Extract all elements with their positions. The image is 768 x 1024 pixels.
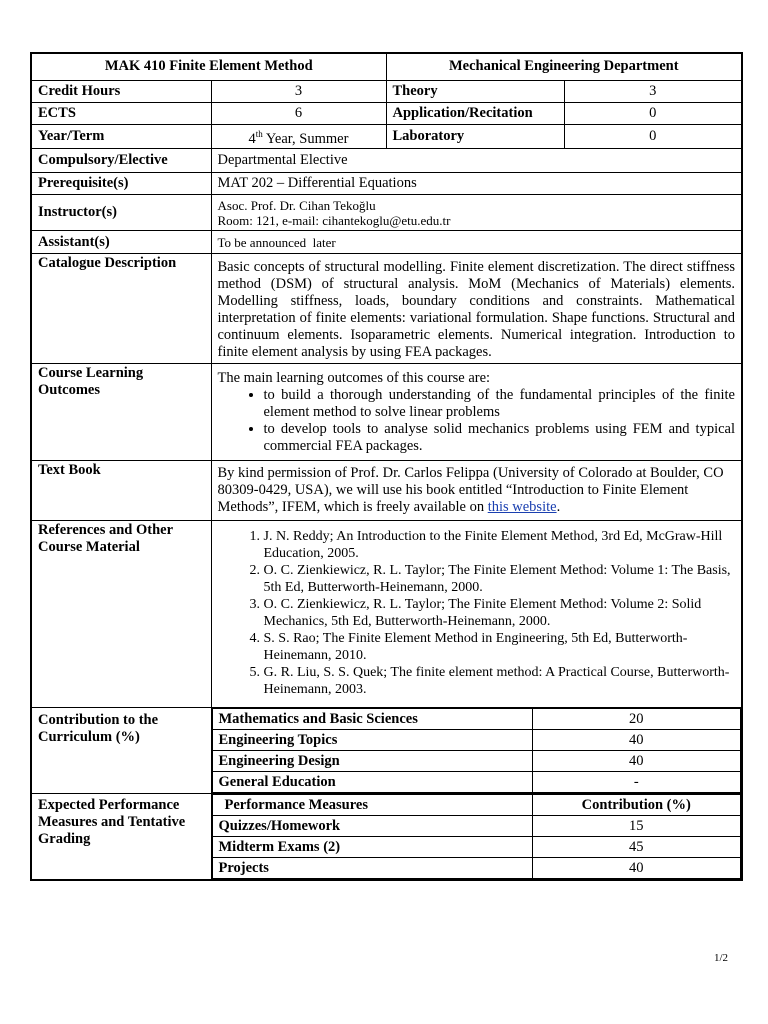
course-info-table [30, 52, 743, 881]
reference-item: 4. S. S. Rao; The Finite Element Method in Engineering, 5th Ed, Butterworth-Heinemann, 2010. [264, 630, 736, 664]
contribution-name: Mathematics and Basic Sciences [212, 709, 532, 730]
application-label: Application/Recitation [386, 102, 564, 124]
instructor-value [211, 195, 742, 231]
contribution-value: 40 [532, 751, 741, 772]
prerequisite-value: MAT 202 – Differential Equations [211, 173, 742, 195]
contribution-table [212, 708, 742, 793]
catalogue-description: Basic concepts of structural modelling. Finite element discretization. The direct stiffness method (DSM) of structural analysis. MoM (Mechanics of Materials) elements. Modelling stiffness, loads, boundary conditions and constraints. Mathematical interpretation of finite elements: variational formulation. Shape functions. Structural and continuum elements. Isoparametric elements. Numerical integration. Introduction to finite element analysis by using FEA packages. [211, 254, 742, 364]
laboratory-label: Laboratory [386, 124, 564, 149]
outcomes-content [211, 364, 742, 461]
textbook-link[interactable]: this website [487, 499, 557, 516]
grading-name: Midterm Exams (2) [212, 837, 532, 858]
grading-table [212, 794, 742, 879]
course-title: MAK 410 Finite Element Method [31, 53, 386, 80]
contribution-value: 40 [532, 730, 741, 751]
theory-label: Theory [386, 80, 564, 102]
assistant-label: Assistant(s) [31, 231, 211, 254]
grading-value: 15 [532, 816, 741, 837]
references-content [211, 521, 742, 708]
contribution-value: - [532, 772, 741, 793]
reference-item: 1. J. N. Reddy; An Introduction to the Finite Element Method, 3rd Ed, McGraw-Hill Education, 2005. [264, 528, 736, 562]
references-list [218, 528, 736, 698]
year-ordinal-suffix: th [255, 128, 263, 139]
textbook-text: By kind permission of Prof. Dr. Carlos Felippa (University of Colorado at Boulder, CO 80309-0429, USA), we will use his book entitled “Introduction to Finite Element Methods”, IFEM, which is freely available on [217, 465, 724, 516]
catalogue-label: Catalogue Description [31, 254, 211, 364]
grading-header-measures: Performance Measures [212, 795, 532, 816]
credit-hours-label: Credit Hours [31, 80, 211, 102]
contribution-name: Engineering Design [212, 751, 532, 772]
outcome-item: • to build a thorough understanding of the fundamental principles of the finite element method to solve linear problems [264, 387, 736, 421]
outcomes-label: Course Learning Outcomes [31, 364, 211, 461]
prerequisite-label: Prerequisite(s) [31, 173, 211, 195]
outcomes-intro: The main learning outcomes of this course are: [217, 370, 491, 387]
grading-value: 45 [532, 837, 741, 858]
contribution-name: General Education [212, 772, 532, 793]
compulsory-label: Compulsory/Elective [31, 149, 211, 173]
ects-label: ECTS [31, 102, 211, 124]
references-label: References and Other Course Material [31, 521, 211, 708]
year-term-value [211, 124, 386, 149]
credit-hours-value: 3 [211, 80, 386, 102]
grading-label: Expected Performance Measures and Tentative Grading [31, 794, 211, 881]
textbook-content [211, 461, 742, 521]
assistant-value: To be announced later [211, 231, 742, 254]
grading-header-contribution: Contribution (%) [532, 795, 741, 816]
reference-item: 3. O. C. Zienkiewicz, R. L. Taylor; The Finite Element Method: Volume 2: Solid Mechanics, 5th Ed, Butterworth-Heinemann, 2000. [264, 596, 736, 630]
textbook-end: . [556, 499, 561, 516]
contribution-label: Contribution to the Curriculum (%) [31, 708, 211, 794]
page-number: 1/2 [714, 952, 729, 964]
textbook-label: Text Book [31, 461, 211, 521]
contribution-name: Engineering Topics [212, 730, 532, 751]
outcome-item: • to develop tools to analyse solid mechanics problems using FEM and typical commercial FEA packages. [264, 421, 736, 455]
department: Mechanical Engineering Department [386, 53, 742, 80]
laboratory-value: 0 [564, 124, 742, 149]
year-term-rest: Year, Summer [262, 130, 349, 147]
theory-value: 3 [564, 80, 742, 102]
reference-item: 2. O. C. Zienkiewicz, R. L. Taylor; The Finite Element Method: Volume 1: The Basis, 5th Ed, Butterworth-Heinemann, 2000. [264, 562, 736, 596]
contribution-table-cell [211, 708, 742, 794]
contribution-value: 20 [532, 709, 741, 730]
outcomes-list [218, 387, 736, 455]
grading-name: Quizzes/Homework [212, 816, 532, 837]
instructor-name: Asoc. Prof. Dr. Cihan Tekoğlu [217, 197, 376, 213]
year-term-label: Year/Term [31, 124, 211, 149]
grading-table-cell [211, 794, 742, 881]
instructor-label: Instructor(s) [31, 195, 211, 231]
instructor-contact: Room: 121, e-mail: cihantekoglu@etu.edu.tr [217, 212, 451, 228]
reference-item: 5. G. R. Liu, S. S. Quek; The finite element method: A Practical Course, Butterworth-Heinemann, 2003. [264, 664, 736, 698]
year-ordinal: 4 [248, 130, 256, 147]
compulsory-value: Departmental Elective [211, 149, 742, 173]
application-value: 0 [564, 102, 742, 124]
grading-value: 40 [532, 858, 741, 879]
grading-name: Projects [212, 858, 532, 879]
ects-value: 6 [211, 102, 386, 124]
